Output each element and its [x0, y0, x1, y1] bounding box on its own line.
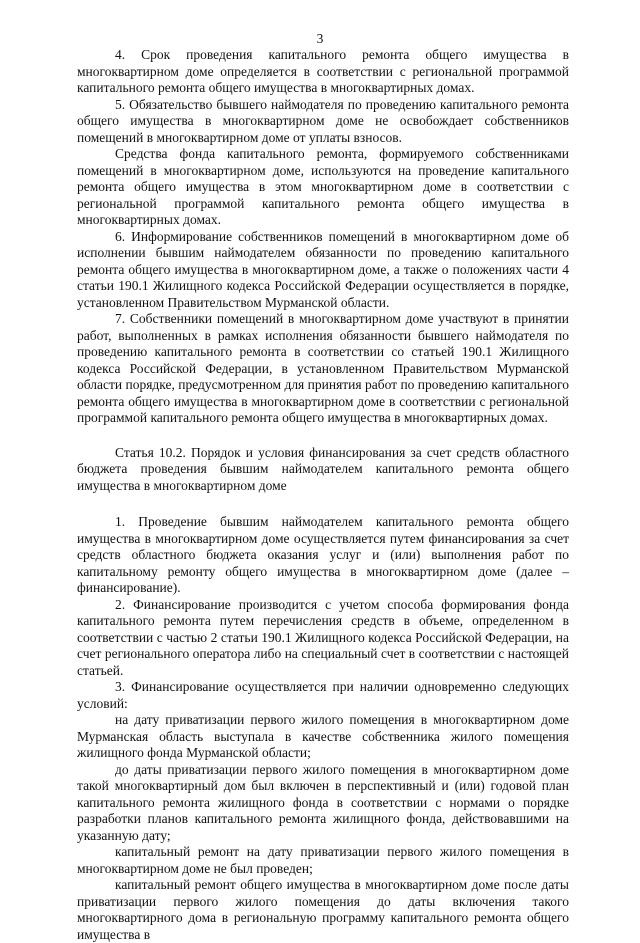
paragraph-item-7: 7. Собственники помещений в многоквартирном доме участвуют в принятии работ, выполненных в рамках исполнения обязанности бывшего наймодателя по проведению капитального ремонта в соответствии со статьей 190.1 Жилищного кодекса Российской Федерации, в установленном Правительством Мурманской области порядке, предусмотренном для принятия работ по проведению капитального ремонта общего имущества в многоквартирном доме в соответствии с региональной программой капитального ремонта общего имущества в многоквартирных домах. [77, 311, 570, 425]
condition-item: до даты приватизации первого жилого помещения в многоквартирном доме такой многоквартирный дом был включен в перспективный и (или) годовой план капитального ремонта жилищного фонда в соответствии с нормами о порядке разработки планов капитального ремонта жилищного фонда, действовавшими на указанную дату; [77, 761, 569, 843]
condition-item: капитальный ремонт на дату приватизации первого жилого помещения в многоквартирном доме не был проведен; [77, 844, 569, 876]
page-number: 3 [316, 31, 324, 46]
paragraph-article-item-1: 1. Проведение бывшим наймодателем капитального ремонта общего имущества в многоквартирном доме осуществляется путем финансирования за счет средств областного бюджета оказания услуг и (или) выполнения работ по капитальному ремонту общего имущества в многоквартирном доме (далее – финансирование). [77, 514, 569, 595]
paragraph-repair-fund: Средства фонда капитального ремонта, формируемого собственниками помещений в многоквартирном доме, используются на проведение капитального ремонта общего имущества в этом многоквартирном доме в соответствии с региональной программой капитального ремонта общего имущества в многоквартирных домах. [77, 146, 569, 227]
paragraph-article-item-3: 3. Финансирование осуществляется при наличии одновременно следующих условий: [77, 679, 569, 711]
article-heading: Статья 10.2. Порядок и условия финансирования за счет средств областного бюджета проведения бывшим наймодателем капитального ремонта общего имущества в многоквартирном доме [77, 444, 569, 493]
paragraph-item-6: 6. Информирование собственников помещений в многоквартирном доме об исполнении бывшим наймодателем обязанности по проведению капитального ремонта общего имущества в многоквартирном доме, а также о положениях части 4 статьи 190.1 Жилищного кодекса Российской Федерации осуществляется в порядке, установленном Правительством Мурманской области. [77, 228, 569, 310]
paragraph-item-4: 4. Срок проведения капитального ремонта общего имущества в многоквартирном доме определяется в соответствии с региональной программой капитального ремонта общего имущества в многоквартирных домах. [77, 47, 569, 95]
condition-item: на дату приватизации первого жилого помещения в многоквартирном доме Мурманская область выступала в качестве собственника жилого помещения жилищного фонда Мурманской области; [77, 712, 569, 760]
document-body [77, 47, 569, 943]
paragraph-item-5: 5. Обязательство бывшего наймодателя по проведению капитального ремонта общего имущества в многоквартирном доме не освобождает собственников помещений в многоквартирном доме от уплаты взносов. [77, 96, 569, 145]
condition-item: капитальный ремонт общего имущества в многоквартирном доме после даты приватизации первого жилого помещения до даты включения такого многоквартирного дома в региональную программу капитального ремонта общего имущества в [77, 877, 569, 942]
paragraph-article-item-2: 2. Финансирование производится с учетом способа формирования фонда капитального ремонта путем перечисления средств в объеме, определенном в соответствии с частью 2 статьи 190.1 Жилищного кодекса Российской Федерации, на счет регионального оператора либо на специальный счет в соответствии с настоящей статьей. [77, 596, 569, 678]
